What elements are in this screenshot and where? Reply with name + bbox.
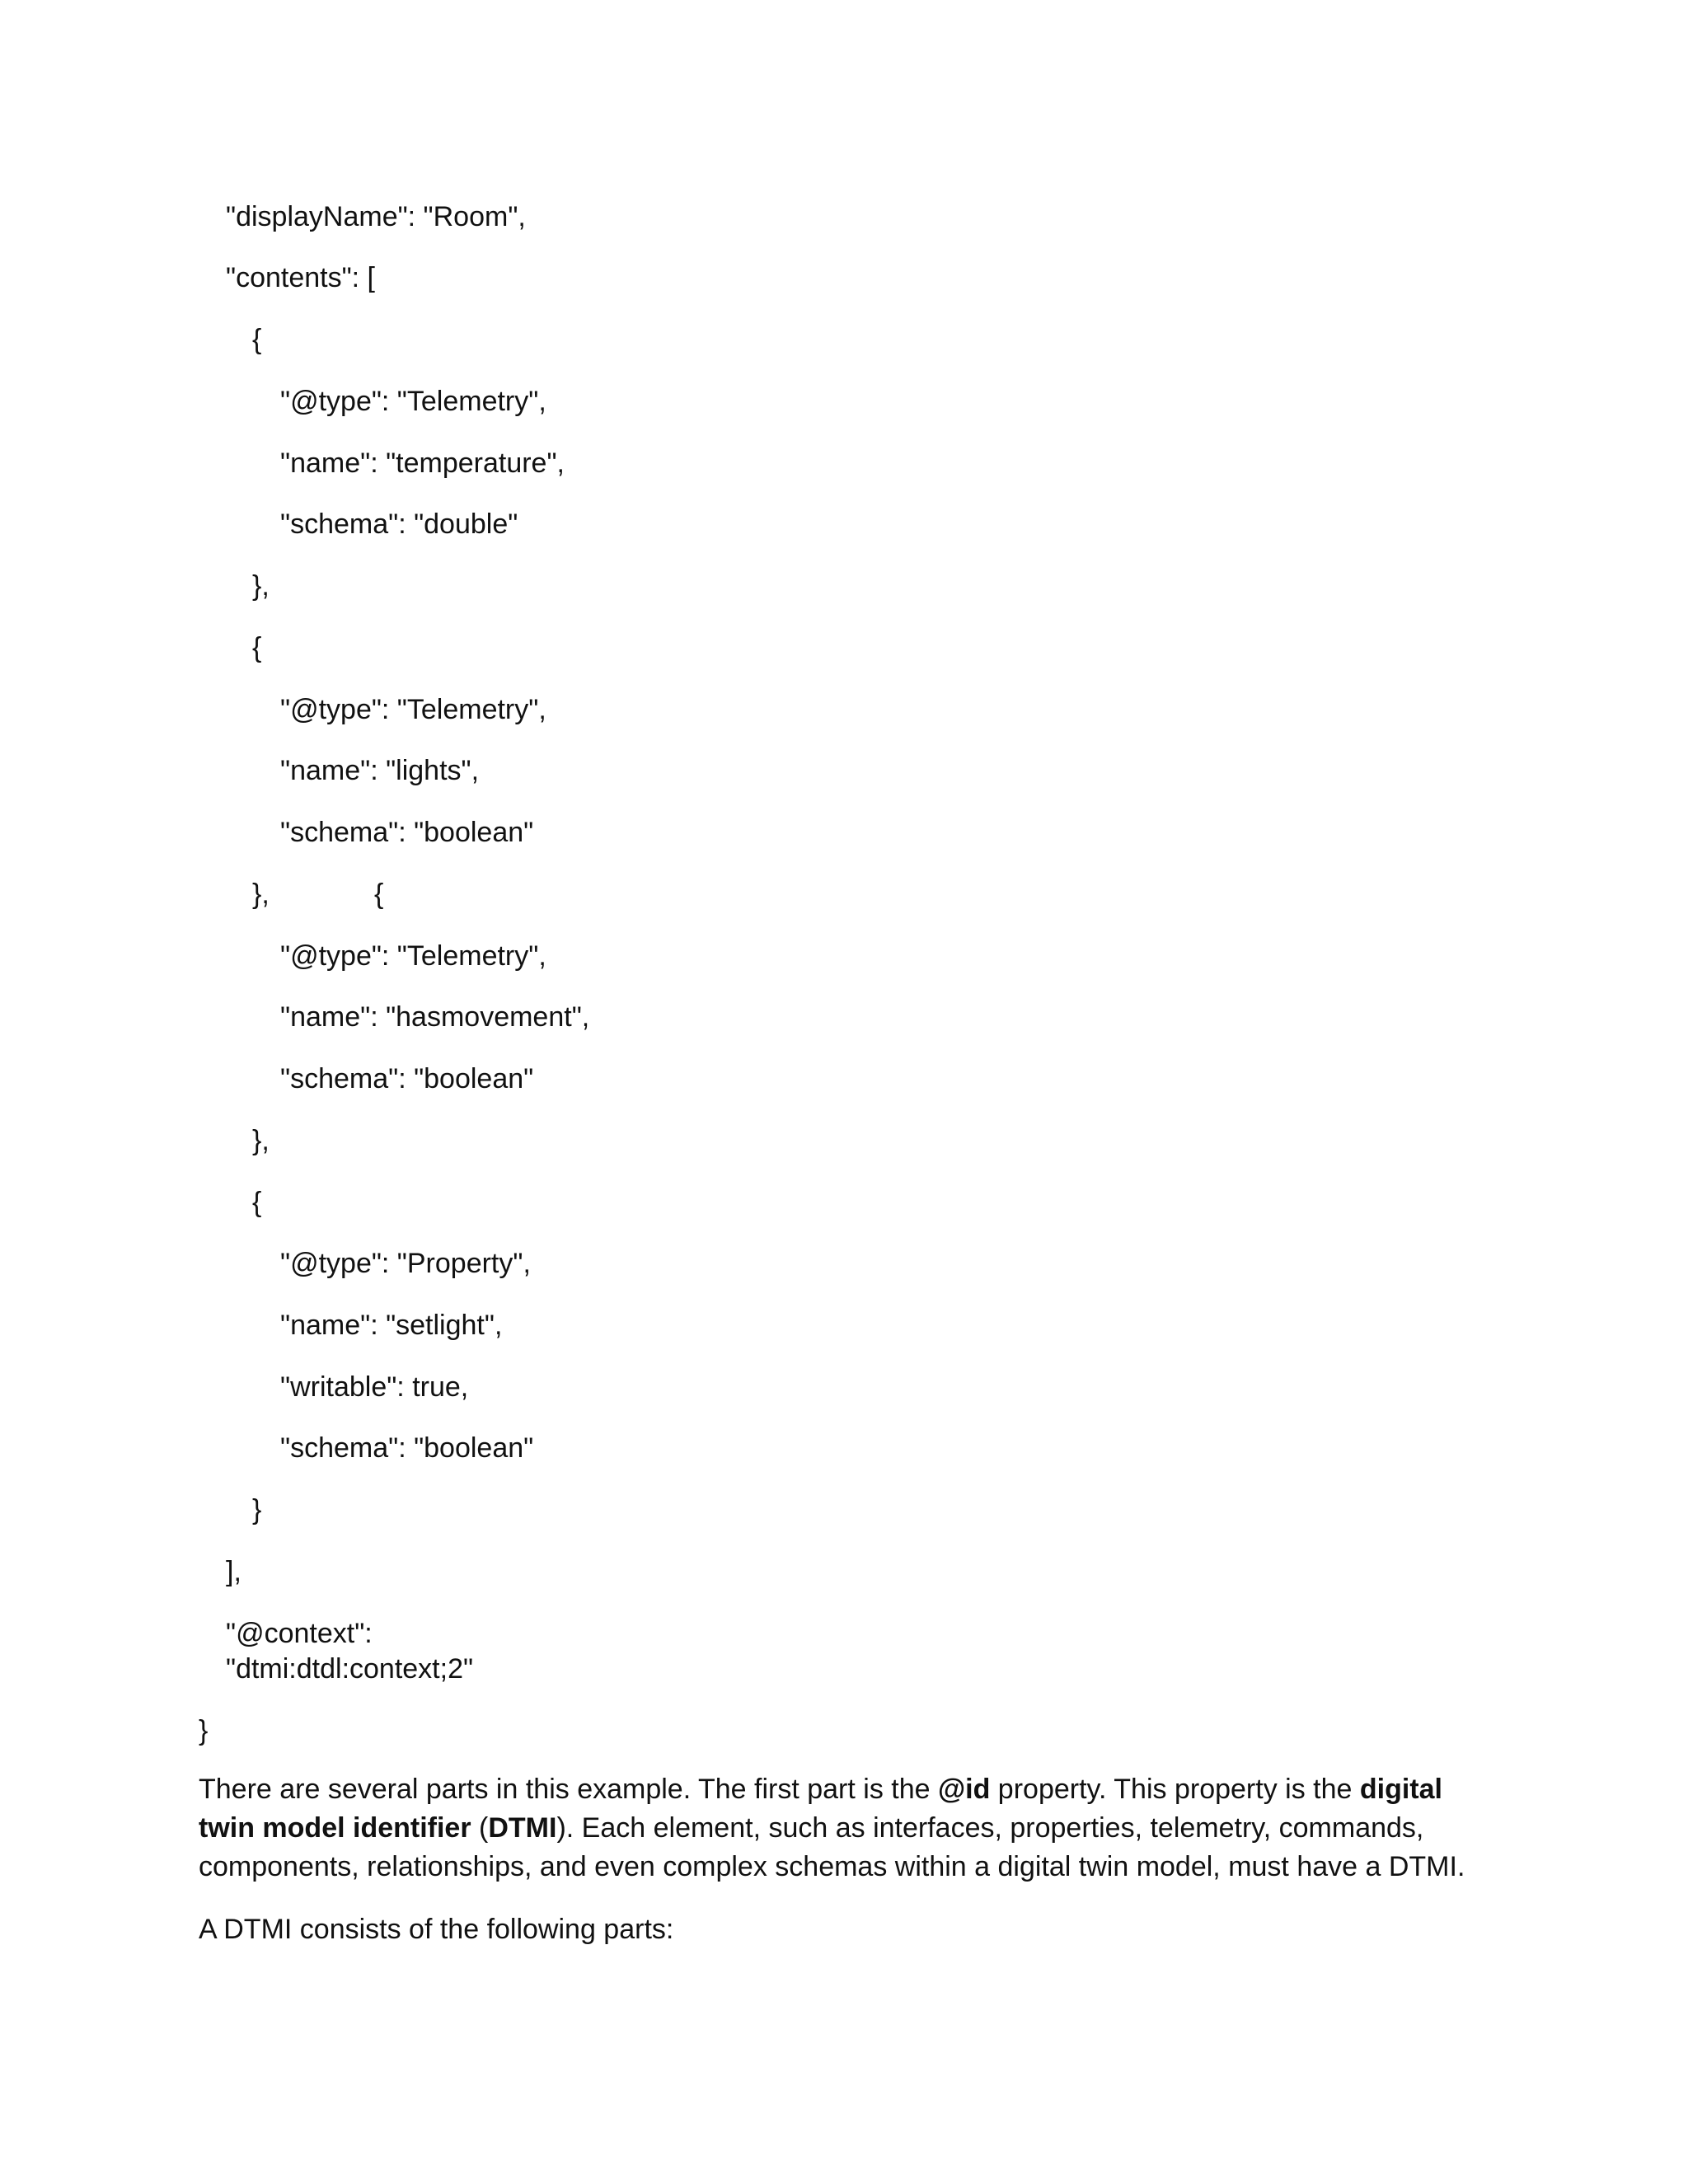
bold-dtmi-term: digital twin model identifier <box>199 1774 1442 1844</box>
code-line-close-brace-final: } <box>199 1715 209 1746</box>
code-line-schema-boolean-1: "schema": "boolean" <box>280 817 534 848</box>
code-line-name-temperature: "name": "temperature", <box>280 448 565 479</box>
code-line-name-hasmovement: "name": "hasmovement", <box>280 1001 590 1033</box>
code-line-open-brace-1: { <box>252 324 262 355</box>
code-line-writable: "writable": true, <box>280 1371 469 1403</box>
code-line-close-brace-3: }, <box>252 1125 270 1156</box>
code-line-name-setlight: "name": "setlight", <box>280 1310 503 1341</box>
paragraph-text-2: property. This property is the <box>990 1774 1360 1805</box>
code-line-contents: "contents": [ <box>226 262 376 293</box>
code-line-open-brace-3: { <box>374 879 384 910</box>
code-line-schema-boolean-2: "schema": "boolean" <box>280 1063 534 1094</box>
paragraph-dtmi-parts: A DTMI consists of the following parts: <box>199 1914 674 1945</box>
code-line-context-value: "dtmi:dtdl:context;2" <box>226 1653 474 1685</box>
code-line-open-brace-4: { <box>252 1187 262 1218</box>
bold-dtmi-acronym: DTMI <box>488 1812 557 1844</box>
paragraph-text-1: There are several parts in this example. The first part is the <box>199 1774 938 1805</box>
code-line-close-bracket: ], <box>226 1556 241 1587</box>
code-line-name-lights: "name": "lights", <box>280 755 480 786</box>
paragraph-dtmi-intro <box>199 1770 1484 1886</box>
paragraph-text-4: ). Each element, such as interfaces, properties, telemetry, commands, components, relationships, and even complex schemas within a digital twin model, must have a DTMI. <box>199 1812 1465 1882</box>
code-line-schema-boolean-3: "schema": "boolean" <box>280 1432 534 1464</box>
code-line-close-brace-4: } <box>252 1494 262 1526</box>
code-line-close-brace-1: }, <box>252 570 270 602</box>
bold-id-term: @id <box>937 1774 991 1805</box>
code-line-type-telemetry-2: "@type": "Telemetry", <box>280 694 546 725</box>
code-line-type-telemetry-1: "@type": "Telemetry", <box>280 386 546 417</box>
code-line-type-property: "@type": "Property", <box>280 1248 531 1279</box>
code-line-context-key: "@context": <box>226 1618 373 1649</box>
code-line-close-brace-2: }, <box>252 879 270 910</box>
code-line-open-brace-2: { <box>252 632 262 663</box>
code-line-type-telemetry-3: "@type": "Telemetry", <box>280 940 546 972</box>
code-line-schema-double: "schema": "double" <box>280 509 518 540</box>
paragraph-text-3: ( <box>471 1812 489 1844</box>
code-line-display-name: "displayName": "Room", <box>226 201 526 232</box>
